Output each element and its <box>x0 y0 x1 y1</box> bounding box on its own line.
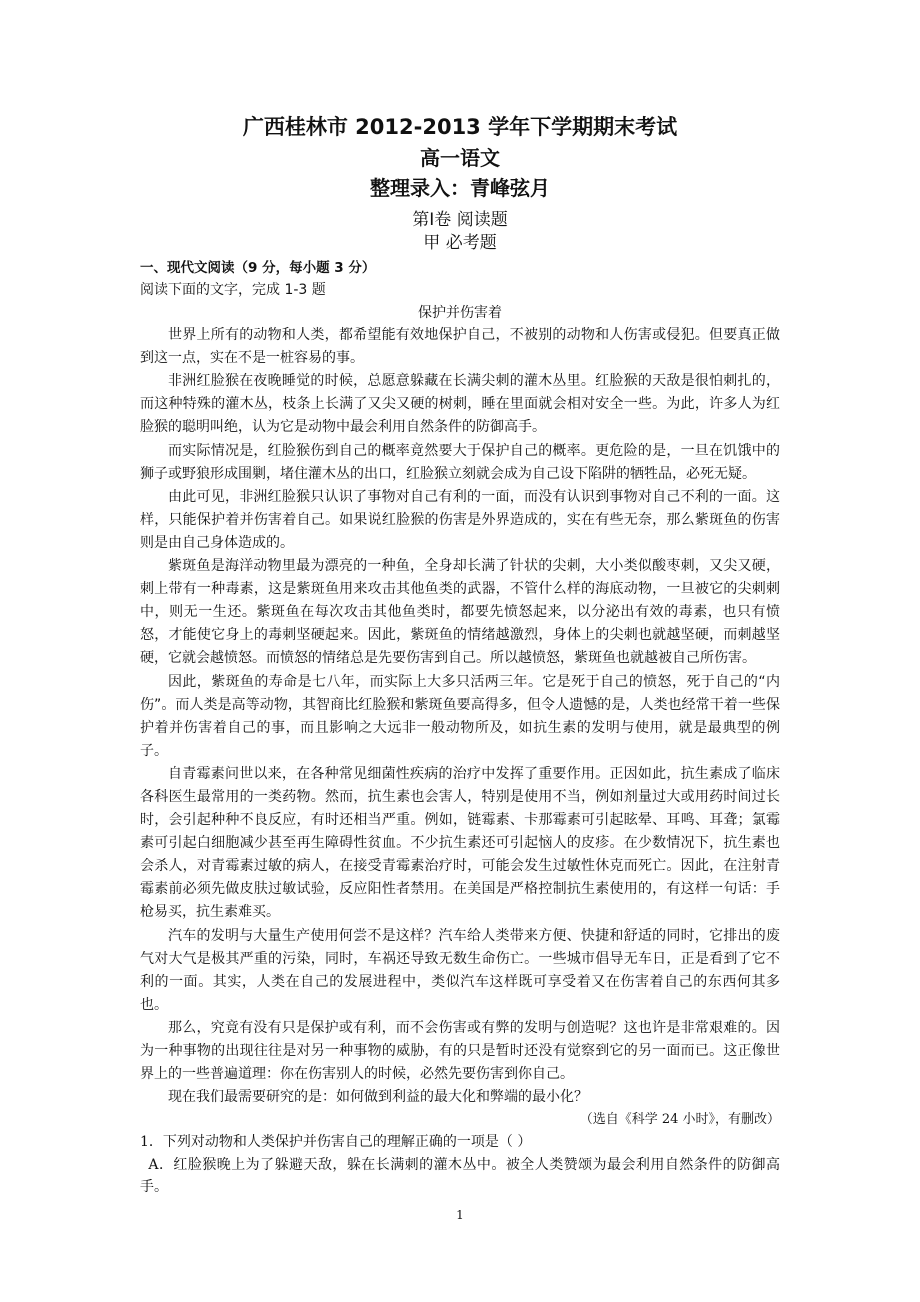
section-heading: 一、现代文阅读（9 分，每小题 3 分） <box>140 260 376 276</box>
reading-instruction: 阅读下面的文字，完成 1-3 题 <box>140 282 326 298</box>
question-option: A．红脸猴晚上为了躲避天敌，躲在长满刺的灌木丛中。被全人类赞颂为最会利用自然条件的防御高手。 <box>140 1156 780 1196</box>
article-paragraph: 紫斑鱼是海洋动物里最为漂亮的一种鱼，全身却长满了针状的尖刺，大小类似酸枣刺，又尖又硬，刺上带有一种毒素，这是紫斑鱼用来攻击其他鱼类的武器，不管什么样的海底动物，一旦被它的尖刺刺中，则无一生还。紫斑鱼在每次攻击其他鱼类时，都要先愤怒起来，以分泌出有效的毒素，也只有愤怒，才能使它身上的毒刺坚硬起来。因此，紫斑鱼的情绪越激烈，身体上的尖刺也就越坚硬，而刺越坚硬，它就会越愤怒。而愤怒的情绪总是先要伤害到自己。所以越愤怒，紫斑鱼也就越被自己所伤害。 <box>140 558 780 667</box>
exam-title: 广西桂林市 2012-2013 学年下学期期末考试 <box>242 115 678 139</box>
article-paragraph: 现在我们最需要研究的是：如何做到利益的最大化和弊端的最小化？ <box>168 1089 588 1106</box>
article-paragraph: 非洲红脸猴在夜晚睡觉的时候，总愿意躲藏在长满尖刺的灌木丛里。红脸猴的天敌是很怕刺扎的，而这种特殊的灌木丛，枝条上长满了又尖又硬的树刺，睡在里面就会相对安全一些。为此，许多人为红脸猴的聪明叫绝，认为它是动物中最会利用自然条件的防御高手。 <box>140 373 780 436</box>
question-stem: 1．下列对动物和人类保护并伤害自己的理解正确的一项是（ ） <box>140 1134 532 1151</box>
article-paragraph: 由此可见，非洲红脸猴只认识了事物对自己有利的一面，而没有认识到事物对自己不利的一面。这样，只能保护着并伤害着自己。如果说红脸猴的伤害是外界造成的，实在有些无奈，那么紫斑鱼的伤害则是由自己身体造成的。 <box>140 488 780 551</box>
subject-title: 高一语文 <box>420 146 500 170</box>
volume-heading: 第Ⅰ卷 阅读题 <box>412 210 508 230</box>
page-number: 1 <box>456 1208 464 1222</box>
article-paragraph: 世界上所有的动物和人类，都希望能有效地保护自己，不被别的动物和人伤害或侵犯。但要真正做到这一点，实在不是一桩容易的事。 <box>140 327 780 367</box>
article-paragraph: 那么，究竟有没有只是保护或有利，而不会伤害或有弊的发明与创造呢？这也许是非常艰难的。因为一种事物的出现往往是对另一种事物的威胁，有的只是暂时还没有觉察到它的另一面而已。这正像世界上的一些普遍道理：你在伤害别人的时候，必然先要伤害到你自己。 <box>140 1019 780 1083</box>
article-paragraph: 因此，紫斑鱼的寿命是七八年，而实际上大多只活两三年。它是死于自己的愤怒，死于自己的“内伤”。而人类是高等动物，其智商比红脸猴和紫斑鱼要高得多，但令人遗憾的是，人类也经常干着一些保护着并伤害着自己的事，而且影响之大远非一般动物所及，如抗生素的发明与使用，就是最典型的例子。 <box>140 673 780 759</box>
article-paragraph: 汽车的发明与大量生产使用何尝不是这样？汽车给人类带来方便、快捷和舒适的同时，它排出的废气对大气是极其严重的污染，同时，车祸还导致无数生命伤亡。一些城市倡导无车日，正是看到了它不利的一面。其实，人类在自己的发展进程中，类似汽车这样既可享受着又在伤害着自己的东西何其多也。 <box>140 927 780 1013</box>
compiler-line: 整理录入：青峰弦月 <box>370 176 550 200</box>
article-paragraph: 自青霉素问世以来，在各种常见细菌性疾病的治疗中发挥了重要作用。正因如此，抗生素成了临床各科医生最常用的一类药物。然而，抗生素也会害人，特别是使用不当，例如剂量过大或用药时间过长时，会引起种种不良反应，有时还相当严重。例如，链霉素、卡那霉素可引起眩晕、耳鸣、耳聋；氯霉素可引起白细胞减少甚至再生障碍性贫血。不少抗生素还可引起恼人的皮疹。在少数情况下，抗生素也会杀人，对青霉素过敏的病人，在接受青霉素治疗时，可能会发生过敏性休克而死亡。因此，在注射青霉素前必须先做皮肤过敏试验，反应阳性者禁用。在美国是严格控制抗生素使用的，有这样一句话：手枪易买，抗生素难买。 <box>140 765 780 921</box>
article-title: 保护并伤害着 <box>418 305 502 322</box>
article-source: （选自《科学 24 小时》，有删改） <box>579 1112 780 1128</box>
exam-page <box>140 112 780 1199</box>
part-heading: 甲 必考题 <box>423 233 497 253</box>
article-paragraph: 而实际情况是，红脸猴伤到自己的概率竟然要大于保护自己的概率。更危险的是，一旦在饥饿中的狮子或野狼形成围剿，堵住灌木丛的出口，红脸猴立刻就会成为自己设下陷阱的牺牲品，必死无疑。 <box>140 442 780 482</box>
